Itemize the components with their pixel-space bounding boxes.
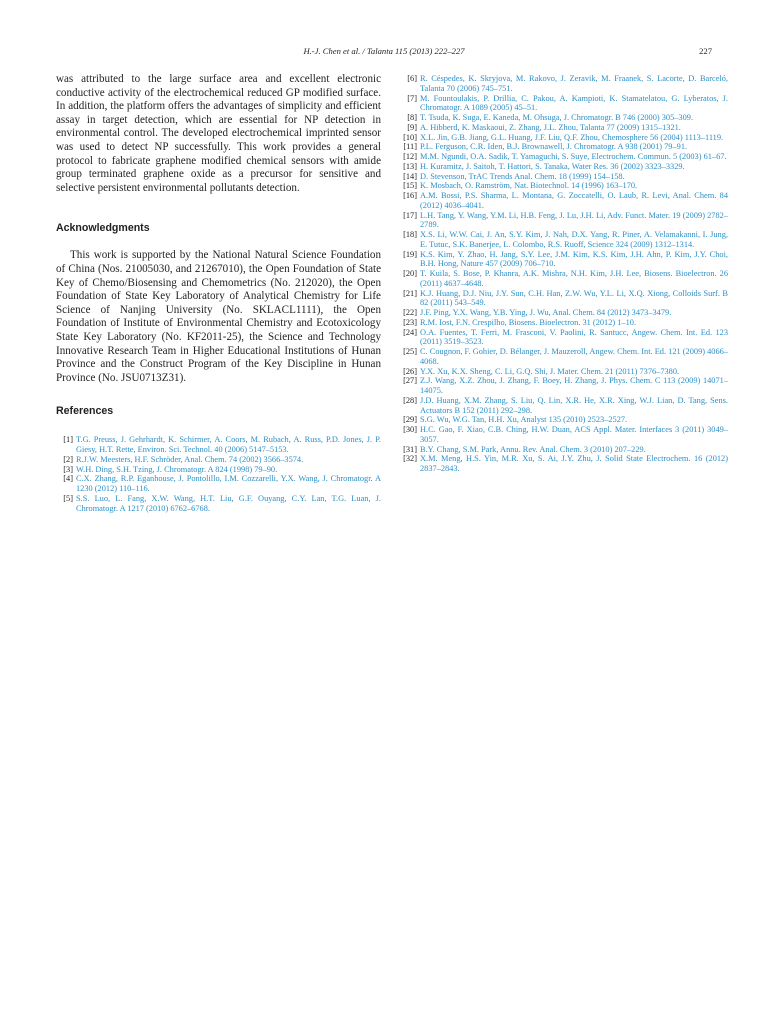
reference-number: [3]	[63, 464, 73, 474]
reference-link[interactable]: R.M. Iost, F.N. Crespilho, Biosens. Bioelectron. 31 (2012) 1–10.	[420, 317, 637, 327]
reference-link[interactable]: A.M. Bossi, P.S. Sharma, L. Montana, G. Zoccatelli, O. Laub, R. Levi, Anal. Chem. 84 (2012) 4036–4041.	[420, 191, 728, 210]
page-number: 227	[699, 46, 712, 56]
reference-item[interactable]	[400, 113, 728, 123]
right-column	[400, 74, 728, 474]
running-title: H.-J. Chen et al. / Talanta 115 (2013) 222–227	[303, 46, 465, 56]
reference-item[interactable]	[400, 454, 728, 474]
reference-item[interactable]	[400, 172, 728, 182]
conclusion-paragraph: was attributed to the large surface area and excellent electronic conductive activity of the electrochemical reduced GP modified surface. In addition, the platform offers the advantages of simplicity and efficient assay in target detection, which are essential for NP detection in environmental control. The developed electrochemical imprinted sensor was used to detect NP successfully. This work provides a general protocol to fabricate graphene modified chemical sensors with amide group terminated graphene oxide as a precursor for sensitive and selective persistent environmental pollutants detection.	[56, 73, 381, 194]
reference-link[interactable]: K.S. Kim, Y. Zhao, H. Jang, S.Y. Lee, J.M. Kim, K.S. Kim, J.H. Ahn, P. Kim, J.Y. Choi, B.H. Hong, Nature 457 (2009) 706–710.	[420, 249, 728, 269]
reference-item[interactable]	[400, 191, 728, 211]
reference-item[interactable]	[56, 474, 381, 494]
reference-number: [30]	[403, 425, 417, 434]
left-column	[56, 73, 381, 513]
reference-item[interactable]	[400, 152, 728, 162]
reference-link[interactable]: Z.J. Wang, X.Z. Zhou, J. Zhang, F. Boey, H. Zhang, J. Phys. Chem. C 113 (2009) 14071–14075.	[420, 376, 728, 395]
reference-link[interactable]: R.J.W. Meesters, H.F. Schröder, Anal. Chem. 74 (2002) 3566–3574.	[76, 454, 304, 464]
reference-link[interactable]: O.A. Fuentes, T. Ferri, M. Frasconi, V. Paolini, R. Santucc, Angew. Chem. Int. Ed. 123 (2011) 3519–3523.	[420, 327, 728, 347]
reference-number: [18]	[403, 230, 417, 239]
reference-number: [8]	[407, 113, 417, 122]
reference-number: [23]	[403, 317, 417, 327]
reference-number: [9]	[407, 122, 417, 132]
reference-item[interactable]	[400, 289, 728, 309]
reference-link[interactable]: W.H. Ding, S.H. Tzing, J. Chromatogr. A 824 (1998) 79–90.	[76, 464, 278, 474]
reference-link[interactable]: C.X. Zhang, R.P. Eganhouse, J. Pontolillo, I.M. Cozzarelli, Y.X. Wang, J. Chromatogr. A 1230 (2012) 110–116.	[76, 474, 381, 494]
reference-number: [31]	[403, 444, 417, 454]
reference-item[interactable]	[400, 230, 728, 250]
reference-number: [15]	[403, 181, 417, 191]
reference-number: [32]	[403, 454, 417, 464]
reference-number: [13]	[403, 161, 417, 171]
reference-number: [29]	[403, 415, 417, 425]
reference-number: [24]	[403, 327, 417, 337]
reference-number: [20]	[403, 269, 417, 278]
reference-number: [7]	[407, 93, 417, 103]
acknowledgments-paragraph: This work is supported by the National Natural Science Foundation of China (Nos. 21005030, and 21267010), the Open Foundation of State Key of Chemo/Biosensing and Chemometrics (No. 212020), the Open Foundation of State Key Laboratory of Analytical Chemistry for Life Science of Nanjing University (No. SKLACL1111), the Open Foundation of Institute of Environmental Chemistry and Ecotoxicology State Key Laboratory (No. KF2011-25), the Science and Technology Innovative Research Team in Higher Educational Institutions of Hunan Province and the Construct Program of the Key Discipline in Hunan Province (No. JSU0713Z31).	[56, 249, 381, 384]
reference-link[interactable]: H. Kuramitz, J. Saitoh, T. Hattori, S. Tanaka, Water Res. 36 (2002) 3323–3329.	[420, 161, 685, 171]
reference-item[interactable]	[400, 250, 728, 270]
reference-number: [19]	[403, 249, 417, 259]
reference-number: [2]	[63, 454, 73, 464]
reference-item[interactable]	[400, 328, 728, 348]
reference-number: [26]	[403, 366, 417, 376]
reference-item[interactable]	[400, 162, 728, 172]
reference-number: [25]	[403, 347, 417, 356]
reference-item[interactable]	[400, 123, 728, 133]
reference-link[interactable]: R. Céspedes, K. Skryjova, M. Rakovo, J. Zeravik, M. Fraanek, S. Lacorte, D. Barceló, Talanta 70 (2006) 745–751.	[420, 74, 728, 93]
reference-number: [11]	[403, 142, 417, 152]
reference-item[interactable]	[400, 347, 728, 367]
reference-link[interactable]: K.J. Huang, D.J. Niu, J.Y. Sun, C.H. Han, Z.W. Wu, Y.L. Li, X.Q. Xiong, Colloids Surf. B 82 (2011) 543–549.	[420, 288, 728, 308]
reference-item[interactable]	[56, 494, 381, 514]
reference-number: [10]	[403, 132, 417, 142]
reference-item[interactable]	[400, 396, 728, 416]
reference-item[interactable]	[400, 415, 728, 425]
reference-link[interactable]: H.C. Gao, F. Xiao, C.B. Ching, H.W. Duan, ACS Appl. Mater. Interfaces 3 (2011) 3049–3057.	[420, 425, 728, 444]
reference-number: [6]	[407, 74, 417, 83]
reference-item[interactable]	[400, 425, 728, 445]
reference-list-left	[56, 435, 381, 513]
reference-link[interactable]: Y.X. Xu, K.X. Sheng, C. Li, G.Q. Shi, J. Mater. Chem. 21 (2011) 7376–7380.	[420, 366, 680, 376]
reference-number: [14]	[403, 171, 417, 181]
reference-link[interactable]: M.M. Ngundi, O.A. Sadik, T. Yamaguchi, S. Suye, Electrochem. Commun. 5 (2003) 61–67.	[420, 152, 727, 161]
reference-link[interactable]: A. Hibberd, K. Maskaoui, Z. Zhang, J.L. Zhou, Talanta 77 (2009) 1315–1321.	[420, 122, 681, 132]
reference-link[interactable]: M. Fountoulakis, P. Drillia, C. Pakou, A. Kampioti, K. Stamatelatou, G. Lyberatos, J. Chromatogr. A 1089 (2005) 45–51.	[420, 93, 728, 113]
reference-item[interactable]	[400, 211, 728, 231]
reference-link[interactable]: J.F. Ping, Y.X. Wang, Y.B. Ying, J. Wu, Anal. Chem. 84 (2012) 3473–3479.	[420, 308, 672, 317]
reference-item[interactable]	[400, 318, 728, 328]
reference-link[interactable]: P.L. Ferguson, C.R. Iden, B.J. Brownawell, J. Chromatogr. A 938 (2001) 79–91.	[420, 142, 688, 152]
references-heading: References	[56, 405, 114, 418]
reference-link[interactable]: K. Mosbach, O. Ramström, Nat. Biotechnol. 14 (1996) 163–170.	[420, 181, 638, 191]
reference-link[interactable]: J.D. Huang, X.M. Zhang, S. Liu, Q. Lin, X.R. He, X.R. Xing, W.J. Lian, D. Tang, Sens. Actuators B 152 (2011) 292–298.	[420, 395, 728, 415]
reference-number: [1]	[63, 435, 73, 445]
reference-item[interactable]	[400, 181, 728, 191]
reference-number: [16]	[403, 191, 417, 200]
reference-link[interactable]: L.H. Tang, Y. Wang, Y.M. Li, H.B. Feng, J. Lu, J.H. Li, Adv. Funct. Mater. 19 (2009) 2782–2789.	[420, 210, 728, 230]
reference-number: [27]	[403, 376, 417, 386]
reference-item[interactable]	[400, 94, 728, 114]
reference-item[interactable]	[400, 269, 728, 289]
acknowledgments-heading: Acknowledgments	[56, 222, 150, 235]
reference-link[interactable]: B.Y. Chang, S.M. Park, Annu. Rev. Anal. Chem. 3 (2010) 207–229.	[420, 444, 646, 454]
reference-item[interactable]	[400, 133, 728, 143]
reference-link[interactable]: C. Cougnon, F. Gohier, D. Bélanger, J. Mauzeroll, Angew. Chem. Int. Ed. 121 (2009) 4066–4068.	[420, 347, 728, 366]
reference-link[interactable]: X.S. Li, W.W. Cai, J. An, S.Y. Kim, J. Nah, D.X. Yang, R. Piner, A. Velamakanni, I. Jung, E. Tutuc, S.K. Banerjee, L. Colombo, R.S. Ruoff, Science 324 (2009) 1312–1314.	[420, 230, 728, 249]
reference-link[interactable]: S.G. Wu, W.G. Tan, H.H. Xu, Analyst 135 (2010) 2523–2527.	[420, 415, 628, 425]
reference-link[interactable]: X.L. Jin, G.B. Jiang, G.L. Huang, J.F. Liu, Q.F. Zhou, Chemosphere 56 (2004) 1113–1119.	[420, 132, 724, 142]
reference-item[interactable]	[56, 465, 381, 475]
reference-link[interactable]: T. Tsuda, K. Suga, E. Kaneda, M. Ohsuga, J. Chromatogr. B 746 (2000) 305–309.	[420, 113, 694, 122]
reference-link[interactable]: S.S. Luo, L. Fang, X.W. Wang, H.T. Liu, G.F. Ouyang, C.Y. Lan, T.G. Luan, J. Chromatogr. A 1217 (2010) 6762–6768.	[76, 493, 381, 513]
reference-item[interactable]	[56, 455, 381, 465]
reference-number: [21]	[403, 288, 417, 298]
reference-item[interactable]	[400, 445, 728, 455]
reference-number: [22]	[403, 308, 417, 317]
reference-number: [5]	[63, 493, 73, 503]
reference-link[interactable]: T. Kuila, S. Bose, P. Khanra, A.K. Mishra, N.H. Kim, J.H. Lee, Biosens. Bioelectron. 26 (2011) 4637–4648.	[420, 269, 728, 288]
reference-item[interactable]	[400, 376, 728, 396]
reference-item[interactable]	[400, 74, 728, 94]
reference-link[interactable]: D. Stevenson, TrAC Trends Anal. Chem. 18 (1999) 154–158.	[420, 171, 625, 181]
reference-item[interactable]	[400, 367, 728, 377]
reference-number: [4]	[63, 474, 73, 484]
reference-item[interactable]	[56, 435, 381, 455]
reference-item[interactable]	[400, 142, 728, 152]
reference-item[interactable]	[400, 308, 728, 318]
reference-list-right	[400, 74, 728, 474]
reference-number: [12]	[403, 152, 417, 161]
reference-number: [17]	[403, 210, 417, 220]
reference-link[interactable]: T.G. Preuss, J. Gehrhardt, K. Schirmer, A. Coors, M. Rubach, A. Russ, P.D. Jones, J. P. Giesy, H.T. Rette, Environ. Sci. Technol. 40 (2006) 5147–5153.	[76, 435, 381, 455]
reference-number: [28]	[403, 395, 417, 405]
reference-link[interactable]: X.M. Meng, H.S. Yin, M.R. Xu, S. Ai, J.Y. Zhu, J. Solid State Electrochem. 16 (2012) 2837–2843.	[420, 454, 728, 473]
